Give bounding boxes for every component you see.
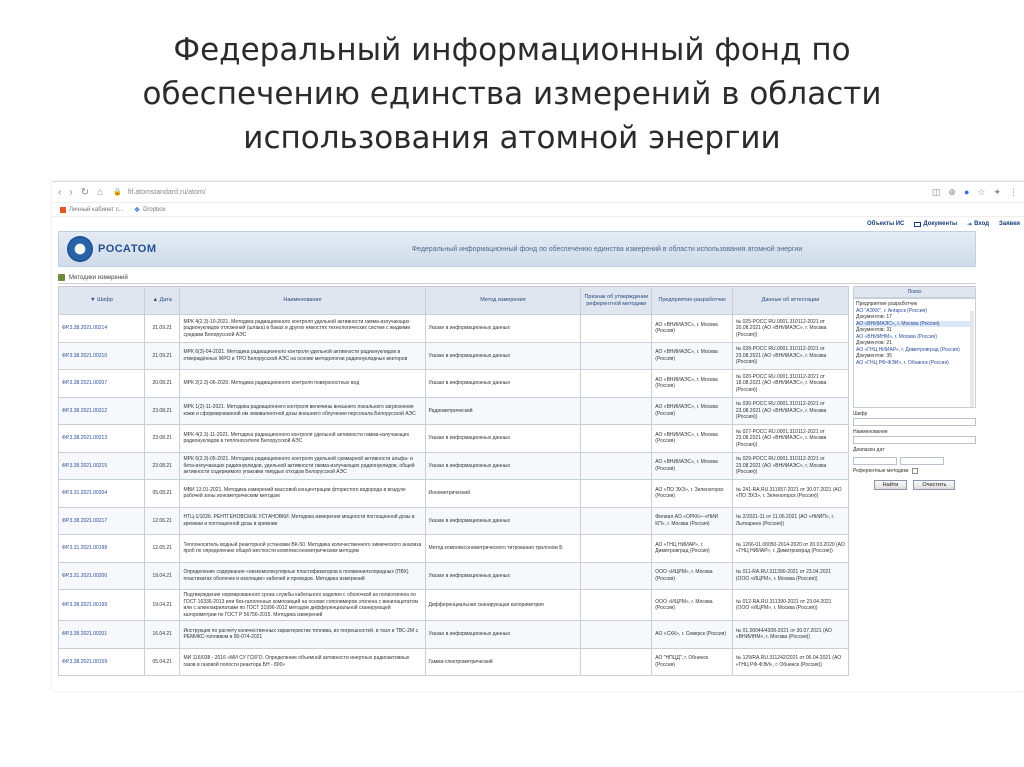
date-to-input[interactable]	[900, 457, 944, 465]
forward-icon[interactable]: ›	[69, 186, 73, 198]
link-login[interactable]: ➔ Вход	[967, 221, 990, 228]
name-label: Наименование	[853, 429, 888, 435]
cell-name: МВИ 13.01-2021. Методика измерений массовой концентрации фтористого водорода в воздухе рабочей зоны ионометрическим методом	[180, 480, 425, 508]
cell-reference	[581, 590, 652, 621]
cell-date: 21.09.21	[144, 315, 179, 343]
cell-developer: АО «ВНИИАЭС», г. Москва (Россия)	[652, 370, 733, 398]
cell-attestation: № 012-RA.RU.311390-2021 от 23.04.2021 (ООО «ИЦРМ», г. Москва (Россия))	[732, 590, 848, 621]
name-input[interactable]	[853, 436, 976, 444]
developer-option[interactable]: АО «ГНЦ НИИАР», г. Димитровград (Россия)	[856, 346, 960, 353]
bookmark-dropbox[interactable]: ❖ Dropbox	[133, 206, 166, 214]
bookmark-cabinet[interactable]: Личный кабинет с...	[60, 207, 124, 213]
cell-developer: АО «ВНИИАЭС», г. Москва (Россия)	[652, 397, 733, 425]
cell-name: Определение содержания «низкомолекулярных пластификаторов в поливинилхлоридных (ПВХ) пластикатах оболочек и изоляции» кабелей и проводов. Методика измерений	[180, 562, 425, 590]
cell-method: Указан в информационных данных	[425, 315, 581, 343]
cell-name: МРК 2(2.3)-06-2020. Методика радиационного контроля поверхностных вод	[180, 370, 425, 398]
link-is-objects[interactable]: Объекты ИС	[867, 221, 905, 227]
cell-method: Указан в информационных данных	[425, 621, 581, 649]
slide-title-line: Федеральный информационный фонд по	[173, 32, 851, 68]
table-row[interactable]	[59, 342, 849, 370]
cell-name: МРК 6(2.3)-05-2021. Методика радиационного контроля удельной суммарной активности альфа- и бета-излучающих радионуклидов, удельной активности гамма-излучающих радионуклидов, общей активности содержимого упаковки твердых отходов Белорусской АЭС	[180, 452, 425, 480]
table-row[interactable]	[59, 452, 849, 480]
cell-attestation: № 01.00044/4308-2021 от 30.07.2021 (АО «ВНИИНМ», г. Москва (Россия))	[732, 621, 848, 649]
cell-method: Указан в информационных данных	[425, 562, 581, 590]
table-row[interactable]	[59, 425, 849, 453]
star-icon[interactable]: ☆	[977, 186, 986, 197]
cell-code[interactable]: ФР.3.31.2021.00204	[59, 480, 145, 508]
cell-attestation: № 241-RA.RU.311657-2021 от 30.07.2021 (АО «ПО ЭХЗ», г. Зеленогорск (Россия))	[732, 480, 848, 508]
reference-label: Референтные методики	[853, 468, 909, 474]
table-row[interactable]	[59, 397, 849, 425]
cell-code[interactable]: ФР.3.31.2021.00198	[59, 535, 145, 563]
cell-date: 23.08.21	[144, 452, 179, 480]
cell-reference	[581, 315, 652, 343]
rosatom-logo[interactable]: РОСАТОМ	[59, 236, 239, 262]
col-header-attestation[interactable]: Данные об аттестации	[732, 287, 848, 315]
clear-button[interactable]: Очистить	[913, 480, 955, 490]
cell-attestation: № 029-РОСС RU.0001.310112-2021 от 23.08.2021 (АО «ВНИИАЭС», г. Москва (Россия))	[732, 452, 848, 480]
cell-code[interactable]: ФР.3.38.2021.00159	[59, 648, 145, 676]
reload-icon[interactable]: ↻	[80, 186, 90, 198]
developer-doc-count: Документов: 31	[856, 327, 892, 333]
cell-reference	[581, 342, 652, 370]
cell-date: 16.04.21	[144, 621, 179, 649]
cell-reference	[581, 535, 652, 563]
developer-option[interactable]: АО "АЭХК", г. Ангарск (Россия)	[856, 307, 927, 314]
cell-developer: АО «ВНИИАЭС», г. Москва (Россия)	[652, 315, 733, 343]
cell-developer: ООО «ИЦРМ», г. Москва (Россия)	[652, 562, 733, 590]
cell-developer: АО «ВНИИАЭС», г. Москва (Россия)	[652, 452, 733, 480]
lock-icon: 🔒	[113, 189, 122, 196]
cell-developer: АО «ВНИИАЭС», г. Москва (Россия)	[652, 425, 733, 453]
cell-name: МРК 4(2.3)-10-2021. Методика радиационного контроля удельной активности гамма-излучающих радионуклидов отложений (шлака) в баках и других емкостях технологических систем с жидкими средами Белорусской АЭС	[180, 315, 425, 343]
browser-screenshot	[52, 181, 1024, 691]
cell-reference	[581, 425, 652, 453]
developer-list[interactable]	[853, 298, 976, 408]
cell-reference	[581, 397, 652, 425]
cell-name: Теплоноситель водный реакторной установки ВК-50. Методика количественного химического анализа проб по определению общей жесткости комплексонометрическим методом	[180, 535, 425, 563]
cell-code[interactable]: ФР.3.38.2021.00217	[59, 507, 145, 535]
developer-doc-count: Документов: 21	[856, 340, 892, 346]
cell-code[interactable]: ФР.3.38.2021.00212	[59, 397, 145, 425]
cell-method: Указан в информационных данных	[425, 452, 581, 480]
developer-list-scrollbar[interactable]	[970, 311, 974, 407]
col-header-method[interactable]: Метод измерения	[425, 287, 581, 315]
cell-developer: АО «ГНЦ НИИАР», г. Димитровград (Россия)	[652, 535, 733, 563]
col-header-date[interactable]: ▲ Дата	[144, 287, 179, 315]
site-header	[58, 231, 976, 267]
date-from-input[interactable]	[853, 457, 897, 465]
cell-name: МИ 116/038 - 2016 «МИ СУ ГСКГО. Определение объемной активности инертных радиоактивных газов в газовой полости реактора БН - 800»	[180, 648, 425, 676]
cell-date: 19.04.21	[144, 590, 179, 621]
table-row[interactable]	[59, 562, 849, 590]
table-row[interactable]	[59, 315, 849, 343]
table-row[interactable]	[59, 648, 849, 676]
cell-name: МРК 1(2)-11-2021. Методика радиационного контроля величины внешнего локального загрязнения кожи и сформированной им эквивалентной дозы внешнего облучения персонала Белорусской АЭС	[180, 397, 425, 425]
search-title: Поиск	[853, 286, 976, 298]
section-title: Методики измерений	[69, 274, 128, 281]
cell-name: Подтверждение нормированного срока службы кабельного изделия с оболочкой из полиэтилена по ГОСТ 16336-2013 или без-галогенных композиций на основе сополимеров этилена с винилацетатом или с алкилакрилатами по ГОСТ 31996-2012 методом дифференциальной сканирующей калориметрии по ГОСТ Р 56756-2015. Методика измерений	[180, 590, 425, 621]
code-label: Шифр	[853, 411, 868, 417]
cell-date: 23.08.21	[144, 397, 179, 425]
zoom-icon[interactable]: ⊕	[948, 186, 956, 197]
cell-date: 19.04.21	[144, 562, 179, 590]
cell-code[interactable]: ФР.3.38.2021.00210	[59, 342, 145, 370]
cell-attestation: № 129/RA.RU.311242/2021 от 06.04.2021 (АО «ГНЦ РФ-ФЭИ», г. Обнинск (Россия))	[732, 648, 848, 676]
menu-icon[interactable]: ⋮	[1009, 186, 1018, 197]
col-header-code[interactable]: ▼ Шифр	[59, 287, 145, 315]
cell-attestation: № 025-РОСС RU.0001.310112-2021 от 20.08.2021 (АО «ВНИИАЭС», г. Москва (Россия))	[732, 315, 848, 343]
cell-name: МРК 4(2.3)-11-2021. Методика радиационного контроля удельной активности гамма-излучающих радионуклидов в теплоносителе Белорусской АЭС	[180, 425, 425, 453]
cell-code[interactable]: ФР.3.38.2021.00213	[59, 425, 145, 453]
cell-method: Радиометрический	[425, 397, 581, 425]
cell-attestation: № 020-РОСС RU.0001.310112-2021 от 18.08.2021 (АО «ВНИИАЭС», г. Москва (Россия))	[732, 370, 848, 398]
cell-method: Указан в информационных данных	[425, 370, 581, 398]
cell-name: МРК 6(3)-04-2021. Методика радиационного контроля удельной активности радионуклидов в отверждённых ЖРО и ТРО Белорусской АЭС на основе методологии радионуклидных векторов	[180, 342, 425, 370]
developer-option[interactable]: АО «ВНИИАЭС», г. Москва (Россия)	[856, 321, 973, 328]
cell-method: Дифференциальная сканирующая калориметрия	[425, 590, 581, 621]
slide-title	[0, 28, 1024, 160]
cell-method: Метод комплексонометрического титрования трилоном Б	[425, 535, 581, 563]
cell-attestation: № 1266-01.00050-2014-2020 от 20.03.2020 (АО «ГНЦ НИИАР», г. Димитровград (Россия))	[732, 535, 848, 563]
back-icon[interactable]: ‹	[58, 186, 62, 198]
table-row[interactable]	[59, 621, 849, 649]
cell-code[interactable]: ФР.3.38.2021.00215	[59, 452, 145, 480]
cell-code[interactable]: ФР.3.38.2021.00207	[59, 370, 145, 398]
cell-reference	[581, 452, 652, 480]
cell-method: Указан в информационных данных	[425, 425, 581, 453]
reference-checkbox[interactable]	[912, 468, 918, 474]
section-icon	[58, 274, 65, 281]
browser-toolbar	[52, 182, 1024, 203]
cell-developer: ООО «ИЦРМ», г. Москва (Россия)	[652, 590, 733, 621]
cell-developer: Филиал АО «ОРКК»–«НИИ КП», г. Москва (Россия)	[652, 507, 733, 535]
link-documents[interactable]: Документы	[914, 221, 957, 227]
cell-attestation: № 028-РОСС RU.0001.310112-2021 от 23.08.2021 (АО «ВНИИАЭС», г. Москва (Россия))	[732, 342, 848, 370]
cell-method: Ионометрический	[425, 480, 581, 508]
cell-reference	[581, 648, 652, 676]
cell-method: Гамма-спектрометрический	[425, 648, 581, 676]
cell-code[interactable]: ФР.3.38.2021.00214	[59, 315, 145, 343]
developer-doc-count: Документов: 35	[856, 353, 892, 359]
cell-developer: АО «ВНИИАЭС», г. Москва (Россия)	[652, 342, 733, 370]
find-button[interactable]: Найти	[874, 480, 908, 490]
table-row[interactable]	[59, 480, 849, 508]
cell-date: 23.08.21	[144, 425, 179, 453]
documents-icon	[914, 222, 921, 227]
col-header-developer[interactable]: Предприятие-разработчик	[652, 287, 733, 315]
code-input[interactable]	[853, 418, 976, 426]
cell-method: Указан в информационных данных	[425, 507, 581, 535]
developer-option[interactable]: АО «ГНЦ РФ-ФЭИ», г. Обнинск (Россия)	[856, 359, 949, 366]
extensions-icon[interactable]: ✦	[993, 186, 1001, 197]
cell-developer: АО «ПО ЭХЗ», г. Зеленогорск (Россия)	[652, 480, 733, 508]
cell-developer: АО "НПЦД", г. Обнинск (Россия)	[652, 648, 733, 676]
screenshot-icon[interactable]: ◫	[931, 186, 941, 197]
dropbox-icon: ❖	[133, 206, 141, 214]
developer-doc-count: Документов: 17	[856, 314, 892, 320]
bookmarks-bar	[52, 203, 1024, 217]
cell-date: 05.08.21	[144, 480, 179, 508]
extension-icon[interactable]: ●	[963, 186, 970, 197]
cell-attestation: № 011-RA.RU.311390-2021 от 23.04.2021 (ООО «ИЦРМ», г. Москва (Россия))	[732, 562, 848, 590]
col-header-name[interactable]: Наименование	[180, 287, 425, 315]
cell-reference	[581, 370, 652, 398]
col-header-reference[interactable]: Признак об утверждении референтной методики	[581, 287, 652, 315]
developer-option[interactable]: АО «ВНИИНМ», г. Москва (Россия)	[856, 333, 937, 340]
cell-reference	[581, 621, 652, 649]
cell-attestation: № 2/2021-11 от 11.06.2021 (АО «НИИП», г. Лыткарино (Россия))	[732, 507, 848, 535]
cell-code[interactable]: ФР.3.38.2021.00199	[59, 590, 145, 621]
cell-name: НТЦ-1/1026. РЕНТГЕНОВСКИЕ УСТАНОВКИ. Методика измерения мощности поглощенной дозы в кремнии и поглощенной дозы в кремнии	[180, 507, 425, 535]
methods-table	[58, 286, 849, 691]
cell-attestation: № 027-РОСС RU.0001.310112-2021 от 23.08.2021 (АО «ВНИИАЭС», г. Москва (Россия))	[732, 425, 848, 453]
table-row[interactable]	[59, 535, 849, 563]
cell-name: Инструкция по расчету количественных характеристик топлива, их погрешностей, в твэл и ТВС-2М с РЕМИКС-топливом и 80-074-2021	[180, 621, 425, 649]
cell-date: 20.08.21	[144, 370, 179, 398]
cell-date: 12.05.21	[144, 535, 179, 563]
cell-date: 12.06.21	[144, 507, 179, 535]
address-bar[interactable]	[113, 188, 932, 196]
date-range-label: Диапазон дат	[853, 447, 885, 453]
cell-code[interactable]: ФР.3.31.2021.00200	[59, 562, 145, 590]
section-bar	[58, 272, 976, 284]
cell-date: 21.09.21	[144, 342, 179, 370]
slide-title-line: использования атомной энергии	[243, 120, 781, 156]
cell-reference	[581, 480, 652, 508]
home-icon[interactable]: ⌂	[97, 186, 104, 198]
cell-code[interactable]: ФР.3.38.2021.00201	[59, 621, 145, 649]
link-requests[interactable]: Заявки	[999, 221, 1020, 227]
rosatom-logo-icon	[67, 236, 93, 262]
table-row[interactable]	[59, 507, 849, 535]
cell-developer: АО «СХК», г. Северск (Россия)	[652, 621, 733, 649]
cell-method: Указан в информационных данных	[425, 342, 581, 370]
site-top-links	[52, 217, 1024, 231]
table-row[interactable]	[59, 590, 849, 621]
header-title: Федеральный информационный фонд по обеспечению единства измерений в области использования атомной энергии	[411, 245, 803, 253]
cell-reference	[581, 507, 652, 535]
cell-reference	[581, 562, 652, 590]
login-icon: ➔	[967, 221, 973, 228]
bookmark-flag-icon	[60, 207, 66, 213]
slide-title-line: обеспечению единства измерений в области	[142, 76, 882, 112]
cell-date: 05.04.21	[144, 648, 179, 676]
table-row[interactable]	[59, 370, 849, 398]
url-text: fif.atomstandard.ru/atom/	[127, 188, 206, 196]
developer-list-label: Предприятие разработчик	[856, 301, 917, 307]
cell-attestation: № 030-РОСС RU.0001.310112-2021 от 23.08.2021 (АО «ВНИИАЭС», г. Москва (Россия))	[732, 397, 848, 425]
search-panel	[853, 286, 976, 490]
